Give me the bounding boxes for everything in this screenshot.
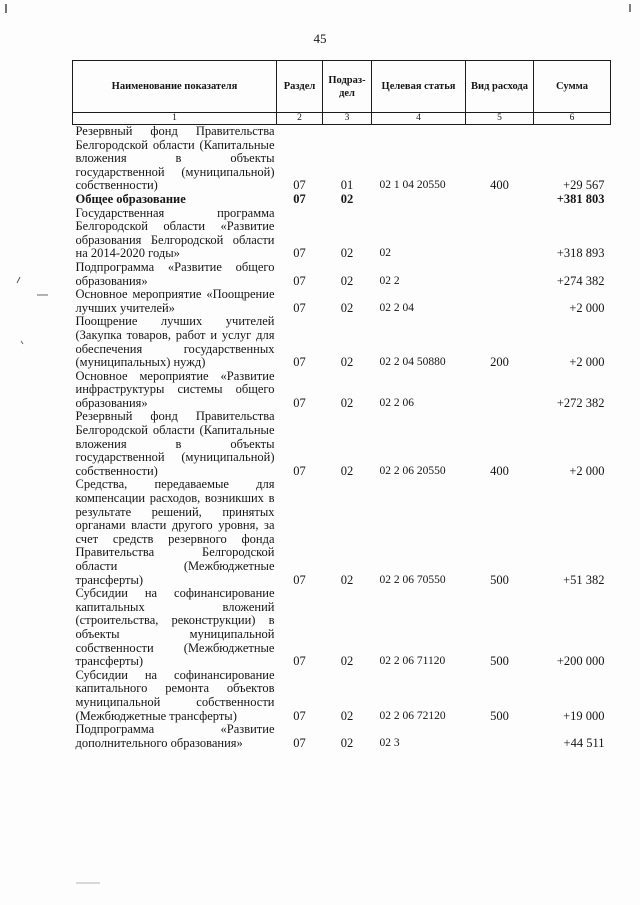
row-expense-type — [466, 261, 534, 288]
page-number: 45 — [313, 31, 327, 46]
row-expense-type: 500 — [490, 654, 509, 669]
row-section: 07 — [293, 246, 306, 261]
row-subsection: 02 — [340, 395, 354, 410]
row-name: Средства, передаваемые для компенсации расходов, возникших в результате решений, принятых органами власти другого уровня, за счет средств резервного фонда Правительства Белгородской области (Межбюджетные трансферты) — [75, 477, 275, 587]
table-row — [73, 370, 611, 411]
row-subsection: 02 — [340, 708, 354, 723]
row-name: Подпрограмма «Развитие дополнительного образования» — [75, 722, 275, 750]
header-subsection: Подраз-дел — [323, 61, 372, 113]
row-target: 02 — [379, 247, 391, 260]
table-row — [73, 587, 611, 669]
row-subsection: 02 — [340, 273, 354, 288]
row-subsection: 02 — [340, 300, 354, 315]
row-subsection: 02 — [340, 246, 354, 261]
row-section: 07 — [293, 300, 306, 315]
table-row — [73, 410, 611, 478]
row-expense-type — [466, 193, 534, 207]
row-target: 02 2 06 70550 — [379, 573, 446, 586]
row-amount: +274 382 — [556, 273, 605, 288]
row-amount: +29 567 — [563, 178, 605, 193]
col-number: 5 — [466, 113, 534, 125]
row-expense-type: 500 — [490, 708, 509, 723]
col-number: 6 — [534, 113, 611, 125]
header-amount: Сумма — [534, 61, 611, 113]
row-target: 02 2 06 — [379, 396, 414, 409]
header-type: Вид расхода — [466, 61, 534, 113]
row-subsection: 01 — [340, 178, 354, 193]
table-row — [73, 723, 611, 750]
row-section: 07 — [293, 463, 306, 478]
row-name: Государственная программа Белгородской области «Развитие образования Белгородской области на 2014-2020 годы» — [75, 205, 275, 261]
column-number-row — [73, 113, 611, 125]
col-number: 4 — [372, 113, 466, 125]
table-row — [73, 315, 611, 369]
row-amount: +19 000 — [563, 708, 605, 723]
header-section: Раздел — [277, 61, 323, 113]
row-amount: +2 000 — [569, 300, 605, 315]
table-row — [73, 125, 611, 193]
row-subsection: 02 — [340, 355, 354, 370]
row-name: Субсидии на софинансирование капитального ремонта объектов муниципальной собственности (Межбюджетные трансферты) — [75, 667, 275, 723]
row-section: 07 — [293, 191, 306, 206]
row-expense-type: 200 — [490, 355, 509, 370]
row-expense-type — [466, 370, 534, 411]
row-name: Поощрение лучших учителей (Закупка товаров, работ и услуг для обеспечения государственных (муниципальных) нужд) — [75, 314, 275, 370]
row-expense-type: 400 — [490, 463, 509, 478]
row-name: Подпрограмма «Развитие общего образования» — [75, 259, 275, 288]
row-section: 07 — [293, 395, 306, 410]
row-target: 02 2 04 — [379, 301, 414, 314]
row-expense-type: 400 — [490, 178, 509, 193]
row-section: 07 — [293, 708, 306, 723]
row-name: Резервный фонд Правительства Белгородской области (Капитальные вложения в объекты государственной (муниципальной) собственности) — [75, 409, 275, 478]
row-name: Основное мероприятие «Поощрение лучших учителей» — [75, 287, 275, 315]
row-section: 07 — [293, 654, 306, 669]
row-target: 02 2 04 50880 — [379, 356, 446, 369]
table-row — [73, 288, 611, 315]
row-section: 07 — [293, 355, 306, 370]
row-target: 02 3 — [379, 736, 400, 749]
row-subsection: 02 — [340, 654, 354, 669]
table-row — [73, 478, 611, 587]
row-target: 02 2 06 20550 — [379, 464, 446, 477]
row-name: Субсидии на софинансирование капитальных вложений (строительства, реконструкции) в объекты муниципальной собственности (Межбюджетные трансферты) — [75, 586, 275, 669]
row-name: Общее образование — [75, 191, 186, 206]
row-amount: +2 000 — [569, 463, 605, 478]
row-section: 07 — [293, 273, 306, 288]
table-row — [73, 669, 611, 723]
row-target: 02 2 06 71120 — [379, 655, 446, 668]
row-amount: +51 382 — [563, 572, 605, 587]
table-row — [73, 193, 611, 207]
row-target: 02 1 04 20550 — [379, 179, 446, 192]
row-name: Основное мероприятие «Развитие инфраструктуры системы общего образования» — [75, 368, 275, 410]
col-number: 3 — [323, 113, 372, 125]
header-name: Наименование показателя — [73, 61, 277, 113]
row-expense-type: 500 — [490, 572, 509, 587]
row-amount: +200 000 — [556, 654, 605, 669]
row-target: 02 2 06 72120 — [379, 709, 446, 722]
col-number: 1 — [73, 113, 277, 125]
row-section: 07 — [293, 572, 306, 587]
row-subsection: 02 — [340, 463, 354, 478]
budget-table — [72, 60, 611, 750]
row-subsection: 02 — [340, 572, 354, 587]
scan-mark-left-1 — [17, 277, 20, 283]
table-row — [73, 261, 611, 288]
scan-mark-left-3 — [21, 341, 23, 344]
row-expense-type — [466, 207, 534, 261]
table-row — [73, 207, 611, 261]
row-subsection: 02 — [340, 191, 354, 206]
col-number: 2 — [277, 113, 323, 125]
row-section: 07 — [293, 735, 306, 750]
row-amount: +318 893 — [556, 246, 605, 261]
row-expense-type — [466, 723, 534, 750]
row-section: 07 — [293, 178, 306, 193]
row-amount: +381 803 — [556, 191, 605, 206]
row-expense-type — [466, 288, 534, 315]
header-target: Целевая статья — [372, 61, 466, 113]
row-target: 02 2 — [379, 274, 400, 287]
row-amount: +272 382 — [556, 395, 605, 410]
table-header-row — [73, 61, 611, 113]
row-amount: +2 000 — [569, 355, 605, 370]
row-name: Резервный фонд Правительства Белгородской области (Капитальные вложения в объекты государственной (муниципальной) собственности) — [75, 124, 275, 193]
row-target — [372, 193, 466, 207]
row-amount: +44 511 — [563, 735, 605, 750]
row-subsection: 02 — [340, 735, 354, 750]
